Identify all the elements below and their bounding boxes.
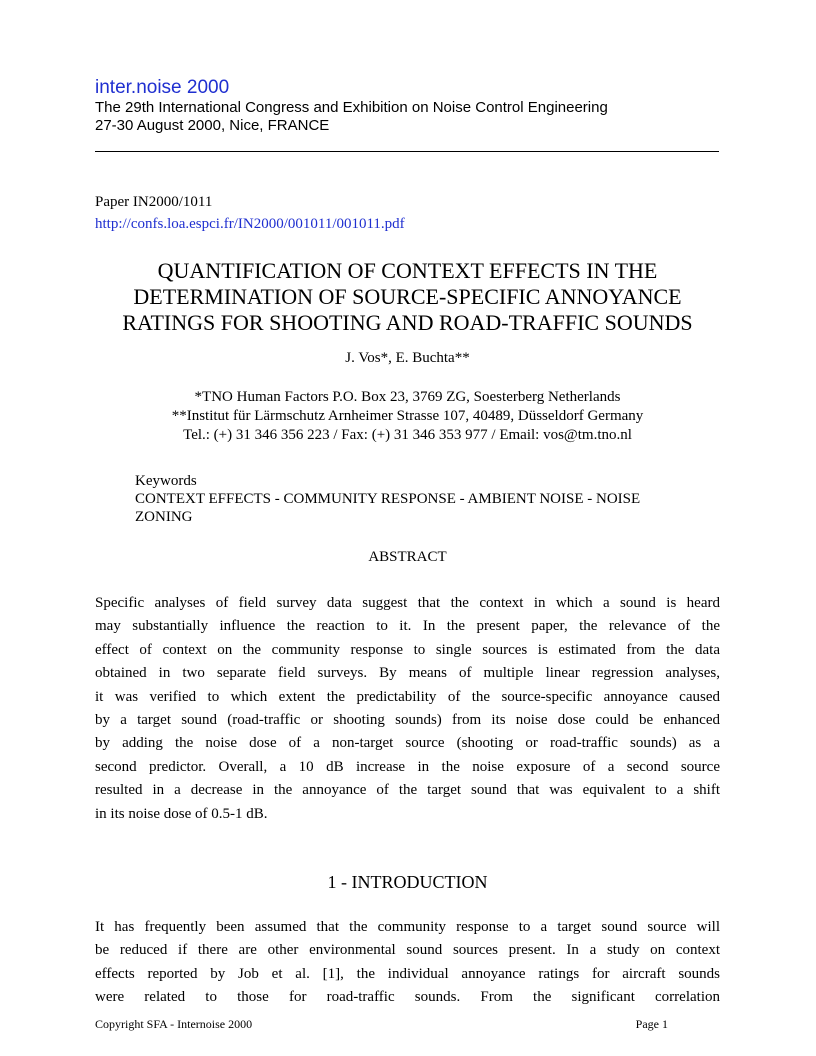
- keywords-block: [135, 472, 725, 526]
- keywords-label: Keywords: [135, 473, 197, 489]
- conference-name: inter.noise 2000: [95, 77, 230, 98]
- footer-copyright: Copyright SFA - Internoise 2000: [95, 1017, 253, 1031]
- paper-title: [95, 258, 720, 336]
- introduction-line: It has frequently been assumed that the community response to a target sound source will: [95, 919, 720, 935]
- introduction-line: were related to those for road-traffic sounds. From the significant correlation: [95, 989, 720, 1006]
- congress-name: The 29th International Congress and Exhibition on Noise Control Engineering: [95, 99, 608, 116]
- conference-dates: 27-30 August 2000, Nice, FRANCE: [95, 117, 330, 134]
- abstract-line: it was verified to which extent the predictability of the source-specific annoyance caused: [95, 688, 720, 705]
- affiliation-line: Tel.: (+) 31 346 356 223 / Fax: (+) 31 346 353 977 / Email: vos@tm.tno.nl: [183, 427, 632, 443]
- affiliation-line: *TNO Human Factors P.O. Box 23, 3769 ZG, Soesterberg Netherlands: [194, 389, 621, 405]
- keywords-line: CONTEXT EFFECTS - COMMUNITY RESPONSE - AMBIENT NOISE - NOISE: [135, 491, 641, 507]
- title-line: DETERMINATION OF SOURCE-SPECIFIC ANNOYANCE: [133, 284, 682, 309]
- title-line: RATINGS FOR SHOOTING AND ROAD-TRAFFIC SOUNDS: [122, 310, 693, 335]
- abstract-line: Specific analyses of field survey data suggest that the context in which a sound is heard: [95, 595, 720, 611]
- keywords-line: ZONING: [135, 509, 193, 525]
- abstract-line: by adding the noise dose of a non-target source (shooting or road-traffic sounds) as a: [95, 735, 720, 752]
- abstract-line: effect of context on the community response to single sources is estimated from the data: [95, 641, 720, 658]
- abstract-line: resulted in a decrease in the annoyance of the target sound that was equivalent to a shift: [95, 782, 720, 799]
- footer-page-number: Page 1: [635, 1017, 668, 1031]
- abstract-line: obtained in two separate field surveys. By means of multiple linear regression analyses,: [95, 665, 720, 682]
- abstract-line: second predictor. Overall, a 10 dB increase in the noise exposure of a second source: [95, 758, 720, 775]
- affiliation-line: **Institut für Lärmschutz Arnheimer Strasse 107, 40489, Düsseldorf Germany: [171, 408, 644, 424]
- introduction-line: be reduced if there are other environmental sound sources present. In a study on context: [95, 942, 720, 959]
- introduction-heading: 1 - INTRODUCTION: [327, 872, 488, 892]
- header-divider: [95, 151, 719, 152]
- abstract-line: may substantially influence the reaction to it. In the present paper, the relevance of the: [95, 618, 720, 635]
- abstract-line: by a target sound (road-traffic or shooting sounds) from its noise dose could be enhanced: [95, 711, 720, 728]
- abstract-heading: ABSTRACT: [368, 549, 447, 565]
- abstract-line: in its noise dose of 0.5-1 dB.: [95, 805, 268, 822]
- introduction-line: effects reported by Job et al. [1], the individual annoyance ratings for aircraft sounds: [95, 965, 720, 982]
- conference-header: [95, 77, 720, 135]
- paper-id: Paper IN2000/1011: [95, 194, 213, 210]
- authors: J. Vos*, E. Buchta**: [345, 350, 470, 366]
- paper-url-link[interactable]: http://confs.loa.espci.fr/IN2000/001011/001011.pdf: [95, 216, 405, 232]
- abstract-text: [95, 592, 720, 826]
- affiliations: [95, 388, 720, 445]
- introduction-text: [95, 916, 720, 1010]
- title-line: QUANTIFICATION OF CONTEXT EFFECTS IN THE: [157, 258, 658, 283]
